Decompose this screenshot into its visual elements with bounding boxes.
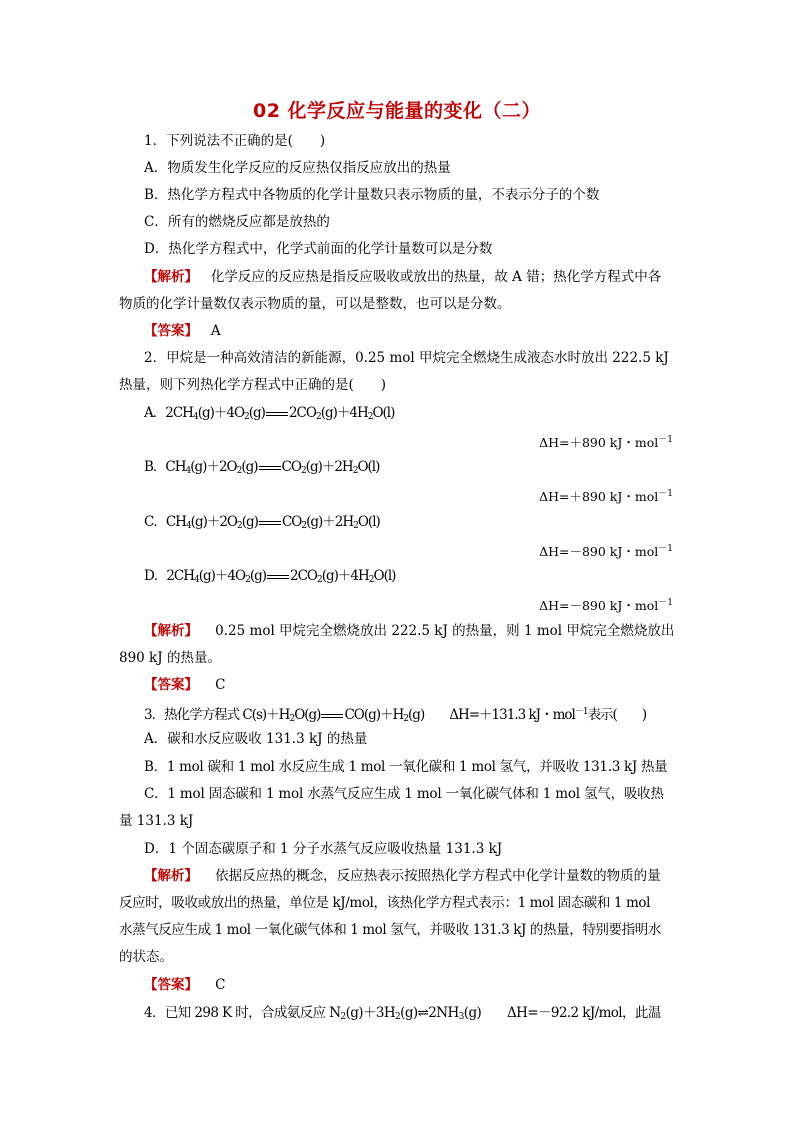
- analysis-tag: 【解析】: [144, 623, 198, 639]
- q1-stem: 1．下列说法不正确的是( ): [144, 133, 326, 149]
- q3-option-b: B．1 mol 碳和 1 mol 水反应生成 1 mol 一氧化碳和 1 mol 氢气，并吸收 131.3 kJ 热量: [144, 759, 668, 775]
- q1-option-d: D．热化学方程式中，化学式前面的化学计量数可以是分数: [144, 241, 493, 257]
- q2-option-a-dh: ΔH=＋890 kJ・mol$^{-1}$: [539, 435, 673, 450]
- equals-sign: [259, 521, 281, 525]
- equals-sign: [267, 575, 289, 579]
- q3-option-a: A．碳和水反应吸收 131.3 kJ 的热量: [144, 731, 368, 747]
- equilibrium-arrow-icon: ⇌: [417, 1005, 429, 1021]
- equals-sign: [321, 714, 343, 718]
- q2-stem-line-1: 2．甲烷是一种高效清洁的新能源，0.25 mol 甲烷完全燃烧生成液态水时放出 222.5 kJ: [144, 350, 669, 366]
- analysis-tag: 【解析】: [144, 269, 198, 285]
- answer-tag: 【答案】: [144, 977, 198, 993]
- q1-analysis-line-1: [144, 267, 661, 287]
- q2-stem-line-2: 热量，则下列热化学方程式中正确的是( ): [119, 377, 387, 393]
- q3-analysis-line-4: 的状态。: [119, 949, 173, 965]
- q3-stem: 3．热化学方程式 $C(s)+H_2O(g)$ $CO(g)+H_2(g)$ ΔH=＋131.3 kJ・mol$^{-1}$表示( ): [144, 707, 647, 724]
- q3-analysis-line-2: 反应时，吸收或放出的热量，单位是 kJ/mol，该热化学方程式表示：1 mol 固态碳和 1 mol: [119, 895, 651, 911]
- q1-option-c: C．所有的燃烧反应都是放热的: [144, 214, 330, 230]
- q1-answer-value: A: [210, 323, 221, 339]
- q2-option-d-dh: ΔH=－890 kJ・mol$^{-1}$: [539, 598, 673, 613]
- q4-stem: 4．已知 298 K 时，合成氨反应 $N_2(g)+3H_2(g)\rightleftharpoons 2NH_3(g)$ ΔH=－92.2 kJ/mol，此温: [144, 1005, 661, 1022]
- q2-option-d: D．$2CH_4(g)+4O_2(g)$ $2CO_2(g)+4H_2O(l)$: [144, 568, 396, 585]
- q2-analysis-line-2: 890 kJ 的热量。: [119, 650, 221, 666]
- q2-option-a: A．$2CH_4(g)+4O_2(g)$ $2CO_2(g)+4H_2O(l)$: [144, 405, 395, 422]
- q3-analysis-line-1: 【解析】 依据反应热的概念，反应热表示按照热化学方程式中化学计量数的物质的量: [144, 868, 661, 884]
- q2-analysis-line-1: 【解析】 0.25 mol 甲烷完全燃烧放出 222.5 kJ 的热量，则 1 mol 甲烷完全燃烧放出: [144, 623, 675, 639]
- q1-analysis-line-2: 物质的化学计量数仅表示物质的量，可以是整数，也可以是分数。: [119, 296, 511, 312]
- q3-answer-value: C: [215, 977, 226, 993]
- answer-tag: 【答案】: [144, 323, 198, 339]
- analysis-tag: 【解析】: [144, 868, 198, 884]
- q3-option-d: D．1 个固态碳原子和 1 分子水蒸气反应吸收热量 131.3 kJ: [144, 841, 503, 857]
- q1-option-b: B．热化学方程式中各物质的化学计量数只表示物质的量，不表示分子的个数: [144, 187, 600, 203]
- equals-sign: [259, 466, 281, 470]
- q2-answer-value: C: [215, 677, 226, 693]
- q2-option-c-dh: ΔH=－890 kJ・mol$^{-1}$: [539, 544, 673, 559]
- q3-answer: [144, 975, 226, 995]
- q2-option-b: B．$CH_4(g)+2O_2(g)$ $CO_2(g)+2H_2O(l)$: [144, 459, 380, 476]
- q1-analysis-text-1: 化学反应的反应热是指反应吸收或放出的热量，故 A 错；热化学方程式中各: [210, 269, 662, 285]
- q3-analysis-line-3: 水蒸气反应生成 1 mol 一氧化碳气体和 1 mol 氢气，并吸收 131.3 kJ 的热量，特别要指明水: [119, 922, 661, 938]
- q3-option-c-line-1: C．1 mol 固态碳和 1 mol 水蒸气反应生成 1 mol 一氧化碳气体和 1 mol 氢气，吸收热: [144, 786, 664, 802]
- q1-answer: [144, 321, 221, 341]
- q2-option-c: C．$CH_4(g)+2O_2(g)$ $CO_2(g)+2H_2O(l)$: [144, 514, 380, 531]
- q3-option-c-line-2: 量 131.3 kJ: [119, 813, 194, 829]
- page-title: 02 化学反应与能量的变化（二）: [252, 100, 542, 122]
- answer-tag: 【答案】: [144, 677, 198, 693]
- q1-option-a: A．物质发生化学反应的反应热仅指反应放出的热量: [144, 160, 451, 176]
- equals-sign: [266, 412, 288, 416]
- q2-answer: [144, 675, 226, 695]
- q2-option-b-dh: ΔH=＋890 kJ・mol$^{-1}$: [539, 489, 673, 504]
